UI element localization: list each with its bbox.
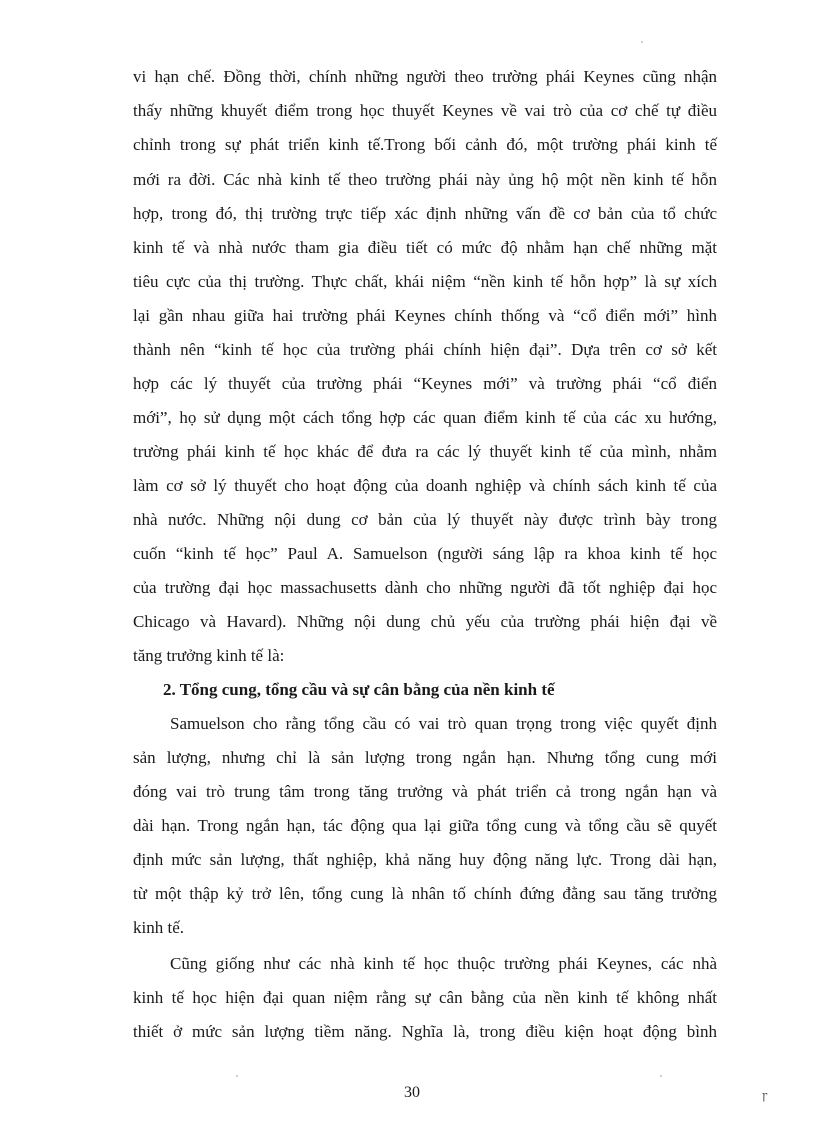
body-line: từ một thập kỷ trở lên, tổng cung là nhân tố chính đứng đằng sau tăng trưởng: [133, 884, 717, 903]
body-line: trường phái kinh tế học khác để đưa ra các lý thuyết kinh tế của mình, nhằm: [133, 442, 717, 461]
body-line: chỉnh trong sự phát triển kinh tế.Trong bối cảnh đó, một trường phái kinh tế: [133, 135, 717, 154]
body-line: cuốn “kinh tế học” Paul A. Samuelson (người sáng lập ra khoa kinh tế học: [133, 544, 717, 563]
body-line: mới”, họ sử dụng một cách tổng hợp các quan điểm kinh tế của các xu hướng,: [133, 408, 717, 427]
body-line: tiêu cực của thị trường. Thực chất, khái niệm “nền kinh tế hỗn hợp” là sự xích: [133, 272, 717, 291]
body-line: Samuelson cho rằng tổng cầu có vai trò quan trọng trong việc quyết định: [170, 714, 717, 733]
body-line: sản lượng, nhưng chỉ là sản lượng trong ngắn hạn. Nhưng tổng cung mới: [133, 748, 717, 767]
scan-speck: [660, 1075, 662, 1077]
body-line: thành nên “kinh tế học của trường phái chính hiện đại”. Dựa trên cơ sở kết: [133, 340, 717, 359]
body-line: của trường đại học massachusetts dành cho những người đã tốt nghiệp đại học: [133, 578, 717, 597]
body-line: đóng vai trò trung tâm trong tăng trưởng và phát triển cả trong ngắn hạn và: [133, 782, 717, 801]
page-number: 30: [404, 1084, 420, 1101]
body-line: dài hạn. Trong ngắn hạn, tác động qua lại giữa tổng cung và tổng cầu sẽ quyết: [133, 816, 717, 835]
body-line: nhà nước. Những nội dung cơ bản của lý thuyết này được trình bày trong: [133, 510, 717, 529]
corner-mark: ꞅ: [762, 1090, 768, 1102]
body-line: kinh tế học hiện đại quan niệm rằng sự cân bằng của nền kinh tế không nhất: [133, 988, 717, 1007]
body-line: định mức sản lượng, thất nghiệp, khả năng huy động năng lực. Trong dài hạn,: [133, 850, 717, 869]
body-line: hợp các lý thuyết của trường phái “Keynes mới” và trường phái “cổ điển: [133, 374, 717, 393]
body-line: Cũng giống như các nhà kinh tế học thuộc trường phái Keynes, các nhà: [170, 954, 717, 973]
body-line: lại gần nhau giữa hai trường phái Keynes chính thống và “cổ điển mới” hình: [133, 306, 717, 325]
body-line: vi hạn chế. Đồng thời, chính những người theo trường phái Keynes cũng nhận: [133, 67, 717, 86]
body-line: làm cơ sở lý thuyết cho hoạt động của doanh nghiệp và chính sách kinh tế của: [133, 476, 717, 495]
scan-speck: [641, 41, 643, 43]
body-line: Chicago và Havard). Những nội dung chủ yếu của trường phái hiện đại về: [133, 612, 717, 631]
body-line: mới ra đời. Các nhà kinh tế theo trường phái này ủng hộ một nền kinh tế hỗn: [133, 170, 717, 189]
body-line: hợp, trong đó, thị trường trực tiếp xác định những vấn đề cơ bản của tổ chức: [133, 204, 717, 223]
body-line: kinh tế.: [133, 918, 184, 937]
body-line: thấy những khuyết điểm trong học thuyết Keynes về vai trò của cơ chế tự điều: [133, 101, 717, 120]
section-heading: 2. Tổng cung, tổng cầu và sự cân bằng của nền kinh tế: [163, 680, 555, 699]
body-line: thiết ở mức sản lượng tiềm năng. Nghĩa là, trong điều kiện hoạt động bình: [133, 1022, 717, 1041]
scan-speck: [236, 1075, 238, 1077]
body-line: tăng trưởng kinh tế là:: [133, 646, 285, 665]
body-line: kinh tế và nhà nước tham gia điều tiết có mức độ nhằm hạn chế những mặt: [133, 238, 717, 257]
